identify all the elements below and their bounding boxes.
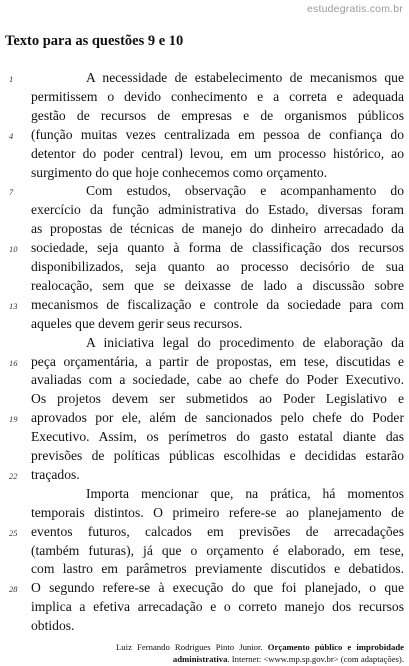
text-line: surgimento do que hoje conhecemos como orçamento.: [31, 164, 328, 180]
line-number: 19: [9, 414, 18, 425]
text-line: obtidos.: [31, 618, 75, 634]
line-number: 10: [9, 244, 18, 255]
text-line: peça orçamentária, a partir de propostas, em tese, discutidas e: [31, 353, 404, 369]
text-line: A necessidade de estabelecimento de mecanismos que: [86, 70, 404, 85]
text-line: O segundo refere-se à execução do que foi planejado, o que: [31, 580, 404, 596]
text-line: Com estudos, observação e acompanhamento do: [86, 183, 404, 199]
text-line: Executivo. Assim, os perímetros do gasto estatal diante das: [31, 429, 404, 445]
line-number: 13: [9, 300, 18, 311]
text-line: (função muitas vezes centralizada em pessoa de confiança do: [31, 126, 404, 142]
text-line: exercício da função administrativa do Estado, diversas foram: [31, 202, 404, 218]
line-number: 16: [9, 357, 18, 368]
credit-line-1: [116, 641, 404, 653]
text-line: mecanismos de fiscalização e controle da sociedade para com: [31, 296, 404, 312]
watermark: estudegratis.com.br: [306, 3, 403, 15]
credit-work-title: Orçamento público e improbidade: [267, 642, 405, 652]
text-line: com lastro em parâmetros previamente discutidos e debatidos.: [31, 561, 404, 577]
credit-author: Luiz Fernando Rodrigues Pinto Junior.: [116, 642, 263, 652]
text-line: sociedade, seja quanto à forma de classificação dos recursos: [31, 240, 404, 256]
text-line: realocação, sem que se deixasse de lado a discussão sobre: [31, 277, 404, 293]
text-line: gestão de recursos de empresas e de organismos públicos: [31, 107, 404, 123]
credit-line-2: [116, 653, 404, 665]
line-number: 7: [9, 187, 14, 198]
text-line: previsões de políticas públicas escolhidas e decididas estarão: [31, 448, 404, 463]
text-line: aqueles que devem gerir seus recursos.: [31, 315, 243, 331]
line-number: 25: [9, 527, 18, 538]
text-line: eventos futuros, calcados em previsões de arrecadações: [31, 523, 404, 539]
text-line: disponibilizados, seja quanto ao processo decisório de sua: [31, 259, 404, 274]
text-line: permitissem o devido conhecimento e a correta e adequada: [31, 88, 404, 104]
credit-work-title-cont: administrativa: [172, 654, 228, 664]
line-number: 22: [9, 470, 18, 481]
text-line: temporais distintos. O primeiro refere-se ao planejamento de: [31, 504, 404, 520]
credit-source: . Internet: <www.mp.sp.gov.br> (com adaptações).: [227, 654, 404, 664]
text-line: implica a efetiva arrecadação e o correto manejo dos recursos: [31, 599, 404, 615]
text-line: detentor do poder central) levou, em um processo histórico, ao: [31, 145, 404, 161]
line-number: 4: [9, 130, 14, 141]
text-line: (também futuras), já que o orçamento é elaborado, em tese,: [31, 542, 404, 558]
text-line: avaliadas com a sociedade, cabe ao chefe do Poder Executivo.: [31, 372, 404, 388]
page-title: Texto para as questões 9 e 10: [5, 33, 184, 49]
text-line: Importa mencionar que, na prática, há momentos: [86, 485, 404, 501]
text-line: traçados.: [31, 466, 80, 482]
text-line: Os projetos devem ser submetidos ao Poder Legislativo e: [31, 391, 404, 407]
line-number: 28: [9, 584, 18, 595]
text-line: A iniciativa legal do procedimento de elaboração da: [86, 334, 404, 350]
line-number: 1: [9, 74, 14, 84]
text-line: as propostas de técnicas de manejo do dinheiro arrecadado da: [31, 221, 404, 237]
text-line: aprovados por ele, além de sancionados pelo chefe do Poder: [31, 410, 404, 426]
